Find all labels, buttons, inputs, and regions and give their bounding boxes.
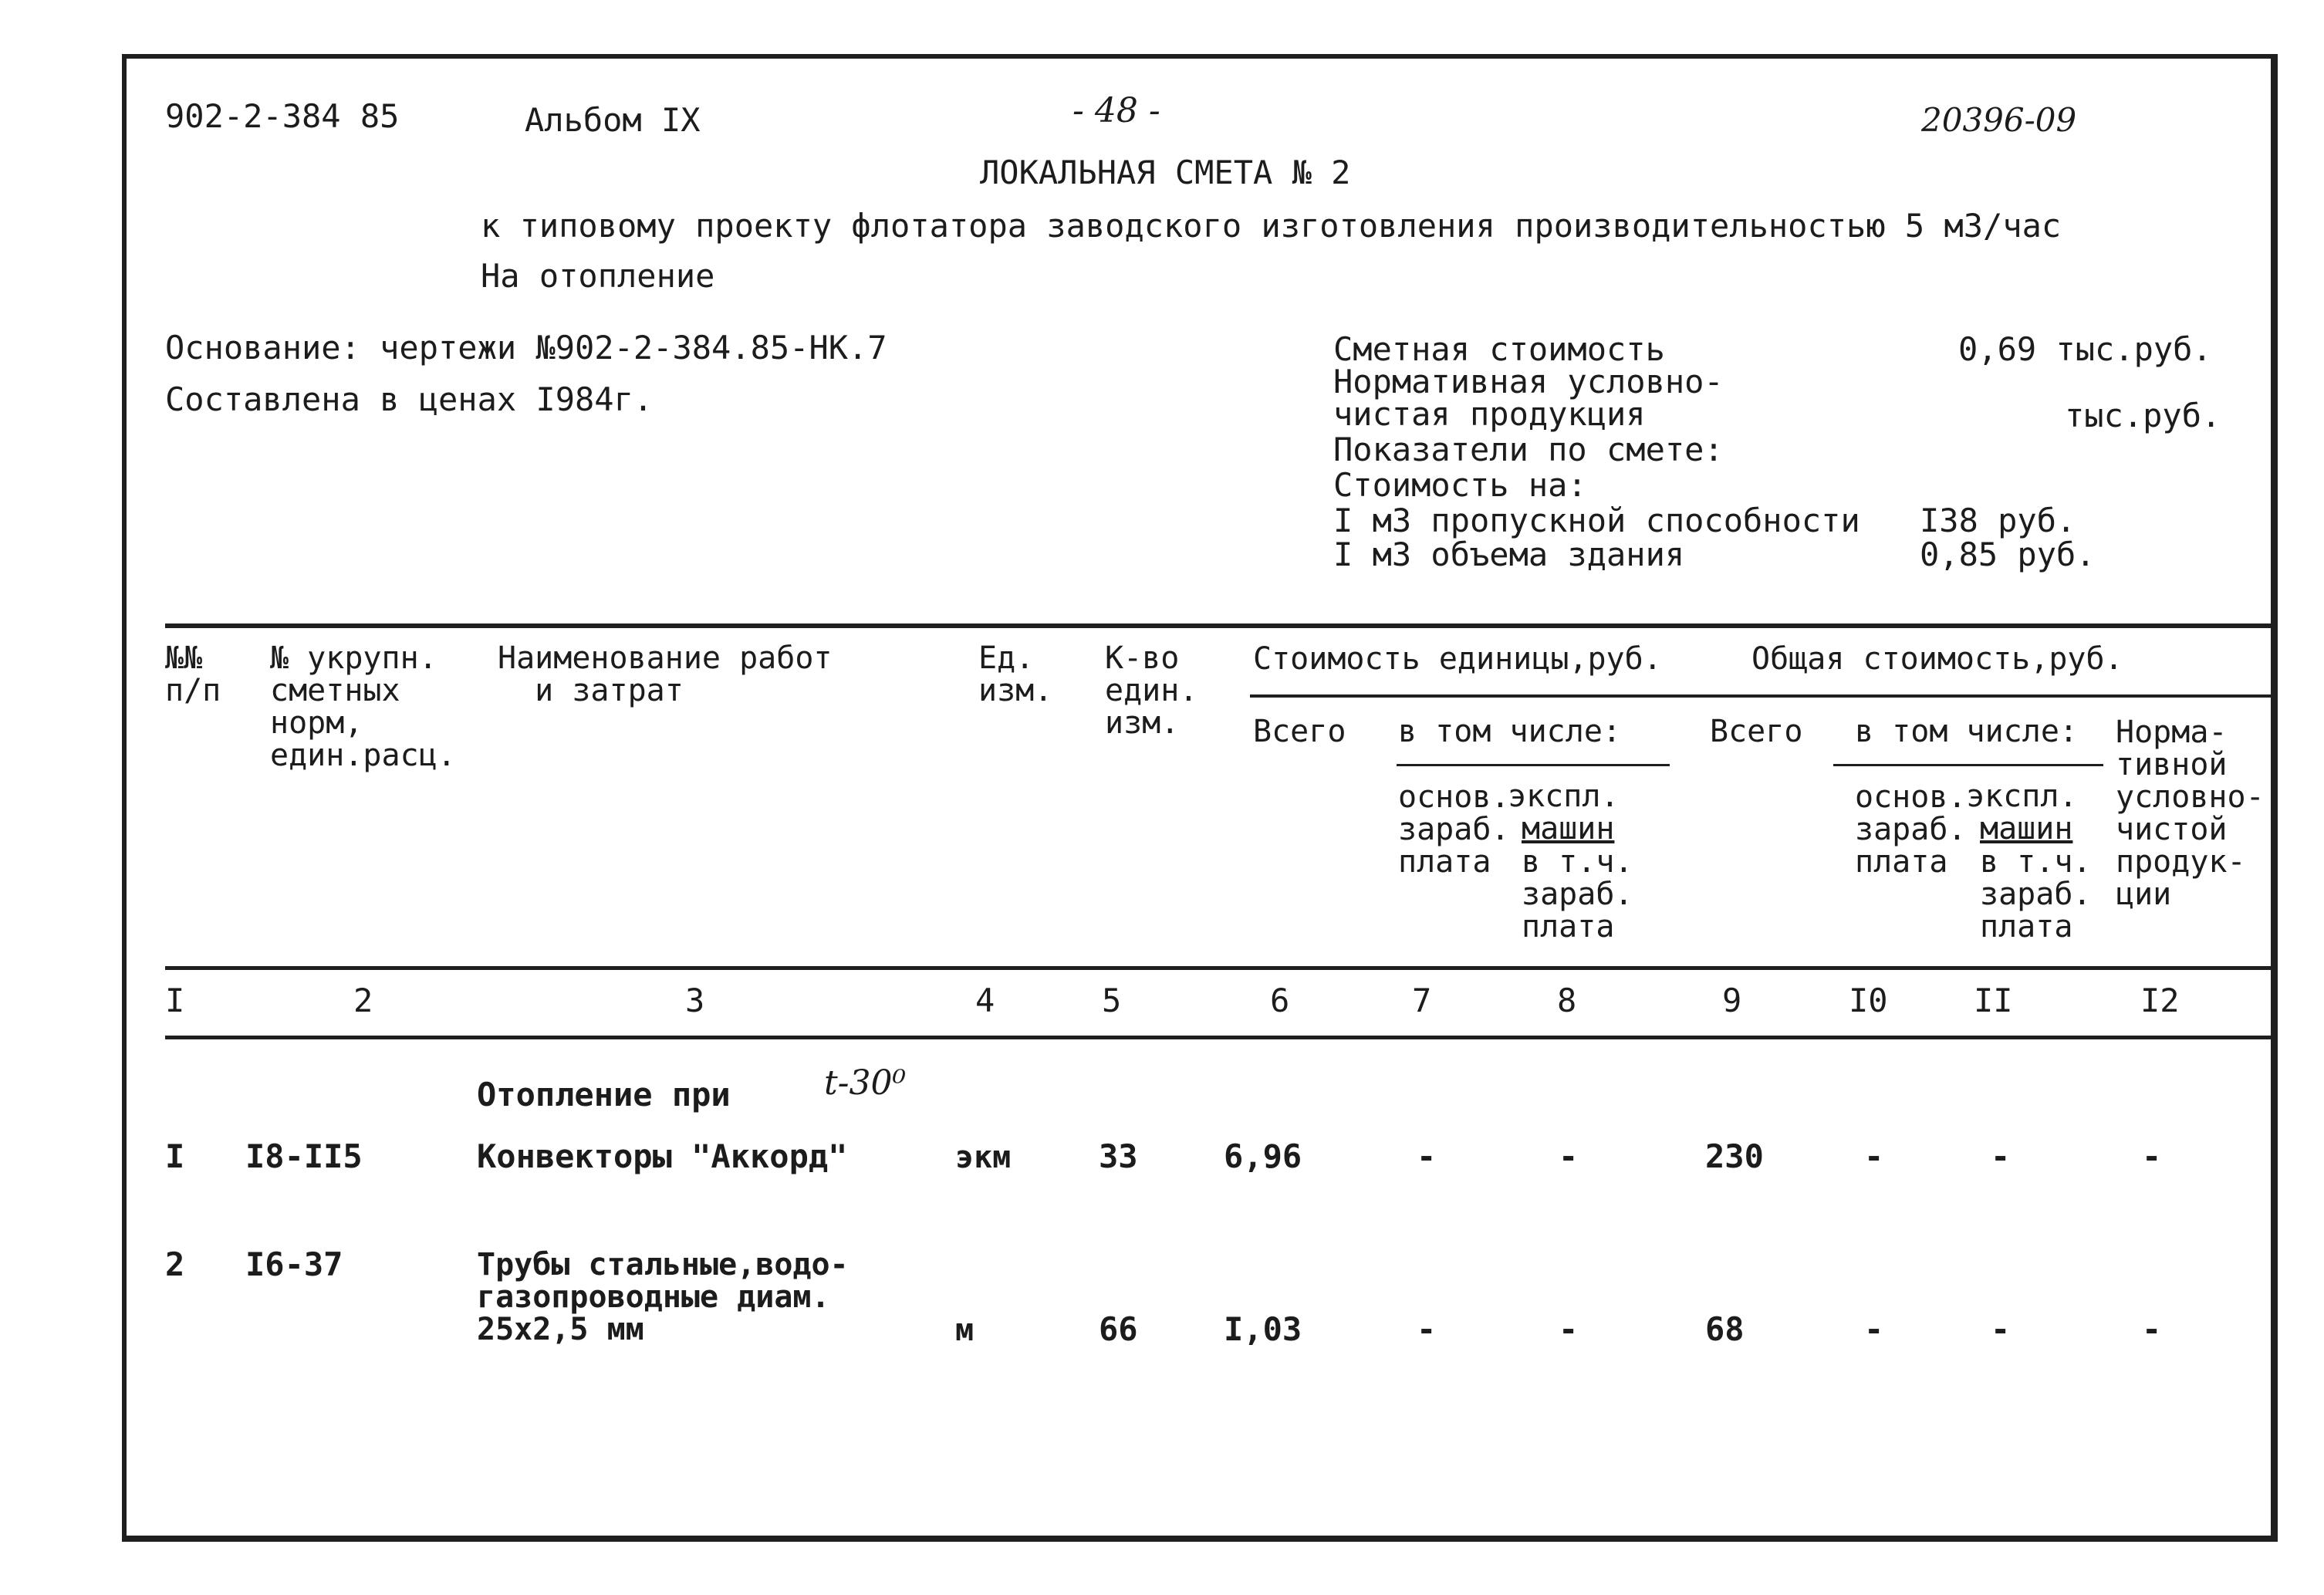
per-volume-value: 0,85 руб. [1920, 536, 2096, 573]
column-number-rule [165, 1036, 2272, 1039]
estimate-section: На отопление [481, 257, 715, 295]
row-unit: м [955, 1313, 975, 1348]
header-total-cost-group: Общая стоимость,руб. [1751, 641, 2123, 677]
per-capacity-label: I м3 пропускной способности [1333, 502, 1860, 539]
header-unit-total: Всего [1253, 714, 1346, 749]
header-normative-product: Норма- тивной условно- чистой продук- ции [2116, 715, 2265, 912]
header-total-total: Всего [1710, 714, 1803, 749]
page-number: - 48 - [1072, 91, 1160, 130]
column-number-1: I [165, 982, 185, 1019]
per-volume-label: I м3 объема здания [1333, 536, 1685, 573]
unit-subgroup-rule [1397, 764, 1670, 766]
basis-drawings: Основание: чертежи №902-2-384.85-НК.7 [165, 329, 887, 367]
header-row-number: №№ п/п [165, 640, 221, 708]
section-temperature: t-30⁰ [824, 1063, 907, 1103]
row-unit-wage: - [1417, 1137, 1437, 1175]
row-total: 68 [1705, 1310, 1745, 1348]
row-work-name: Конвекторы "Аккорд" [477, 1137, 848, 1175]
column-number-3: 3 [685, 982, 705, 1019]
row-number: I [165, 1137, 185, 1175]
column-number-11: II [1974, 982, 2013, 1019]
row-number: 2 [165, 1245, 185, 1283]
row-work-name: Трубы стальные,водо- газопроводные диам. 25х2,5 мм [477, 1247, 849, 1347]
row-total-wage: - [1864, 1310, 1884, 1348]
row-normative-product: - [2142, 1137, 2162, 1175]
column-number-9: 9 [1722, 982, 1742, 1019]
column-number-7: 7 [1412, 982, 1432, 1019]
row-unit-machine: - [1559, 1310, 1579, 1348]
column-number-12: I2 [2140, 982, 2180, 1019]
header-total-wage: основ. зараб. плата [1855, 779, 1967, 880]
npp-label: Нормативная условно- чистая продукция [1333, 363, 1724, 433]
per-capacity-value: I38 руб. [1920, 502, 2076, 539]
header-total-including: в том числе: [1855, 714, 2078, 749]
column-number-2: 2 [353, 982, 373, 1019]
header-quantity: К-во един. изм. [1105, 640, 1198, 741]
row-unit-wage: - [1417, 1310, 1437, 1348]
indicators-label: Показатели по смете: [1333, 431, 1724, 468]
header-unit-wage: основ. зараб. плата [1398, 779, 1510, 880]
row-total-wage: - [1864, 1137, 1884, 1175]
estimated-cost-value: 0,69 тыс.руб. [1958, 330, 2212, 368]
total-subgroup-rule [1833, 764, 2103, 766]
column-number-10: I0 [1849, 982, 1888, 1019]
row-unit-machine: - [1559, 1137, 1579, 1175]
column-number-4: 4 [975, 982, 995, 1019]
npp-value: тыс.руб. [2065, 397, 2221, 434]
row-quantity: 33 [1099, 1137, 1138, 1175]
estimate-title: ЛОКАЛЬНАЯ СМЕТА № 2 [980, 154, 1351, 191]
header-unit: Ед. изм. [978, 640, 1053, 708]
row-normative-product: - [2142, 1310, 2162, 1348]
header-total-machine-top: экспл. [1966, 779, 2078, 814]
cost-on-label: Стоимость на: [1333, 466, 1587, 504]
row-norm-code: I6-37 [245, 1245, 343, 1283]
header-unit-cost-group: Стоимость единицы,руб. [1253, 641, 1662, 677]
row-unit-total: I,03 [1224, 1310, 1302, 1348]
basis-prices: Составлена в ценах I984г. [165, 380, 654, 418]
header-bottom-rule [165, 966, 2272, 970]
header-norm-code: № укрупн. сметных норм, един.расц. [270, 640, 456, 773]
reference-number: 20396-09 [1921, 101, 2077, 139]
row-quantity: 66 [1099, 1310, 1138, 1348]
header-total-machine-wage: в т.ч. зараб. плата [1980, 844, 2092, 944]
album-label: Альбом IX [525, 101, 701, 139]
header-work-name: Наименование работ и затрат [498, 640, 833, 708]
column-number-5: 5 [1102, 982, 1122, 1019]
row-unit: экм [955, 1140, 1012, 1175]
estimated-cost-label: Сметная стоимость [1333, 330, 1665, 368]
row-norm-code: I8-II5 [245, 1137, 363, 1175]
row-unit-total: 6,96 [1224, 1137, 1302, 1175]
row-total: 230 [1705, 1137, 1764, 1175]
document-code: 902-2-384 85 [165, 97, 400, 135]
section-heading: Отопление при [477, 1076, 731, 1113]
cost-group-rule [1250, 694, 2272, 698]
row-total-machine: - [1991, 1137, 2011, 1175]
table-top-rule [165, 623, 2272, 628]
column-number-8: 8 [1557, 982, 1577, 1019]
header-unit-machine-wage: в т.ч. зараб. плата [1522, 844, 1633, 944]
header-total-machine-mid: машин [1980, 811, 2073, 846]
column-number-6: 6 [1270, 982, 1290, 1019]
row-total-machine: - [1991, 1310, 2011, 1348]
estimate-subtitle: к типовому проекту флотатора заводского изготовления производительностью 5 м3/час [481, 207, 2062, 245]
header-unit-machine-top: экспл. [1508, 779, 1620, 814]
header-unit-machine-mid: машин [1522, 811, 1615, 846]
header-unit-including: в том числе: [1398, 714, 1621, 749]
